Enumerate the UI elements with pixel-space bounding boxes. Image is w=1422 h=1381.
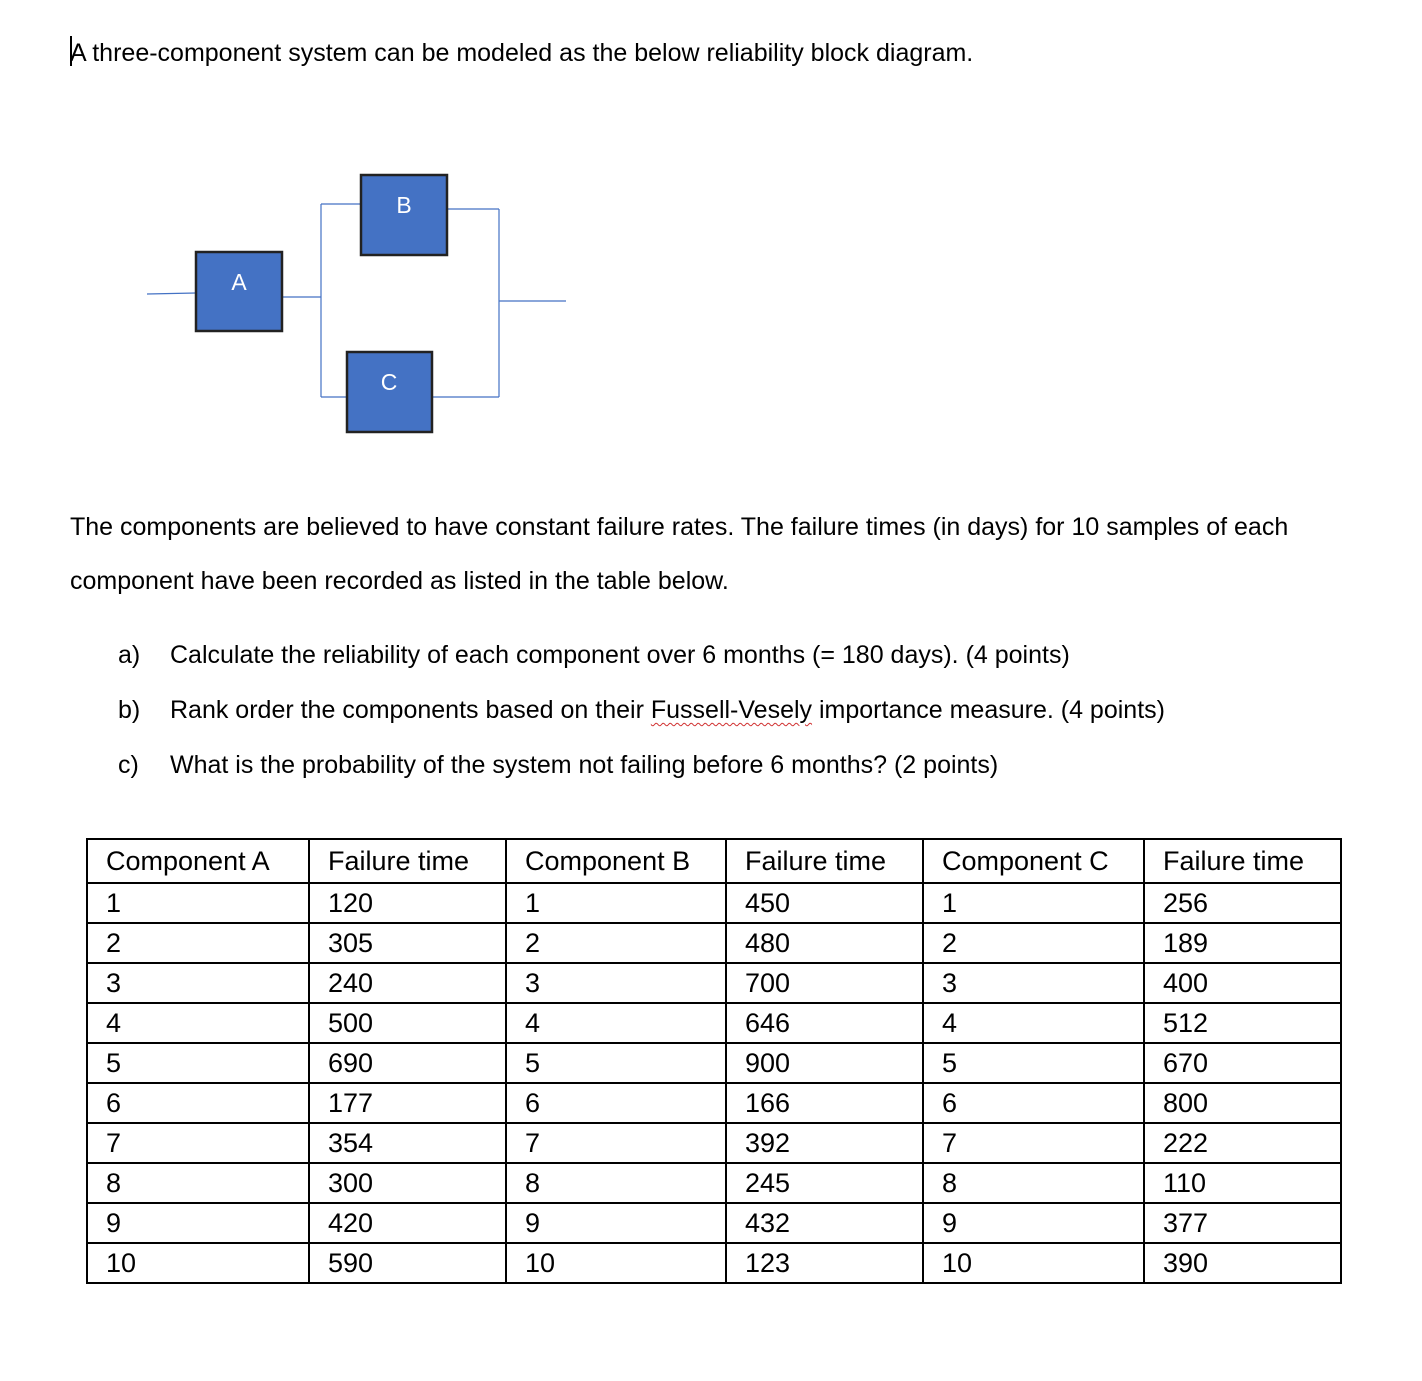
table-row (87, 963, 1341, 1003)
table-cell: 8 (923, 1163, 1144, 1203)
table-cell: 6 (923, 1083, 1144, 1123)
table-cell: 300 (309, 1163, 506, 1203)
table-cell: 2 (87, 923, 309, 963)
table-cell: 9 (87, 1203, 309, 1243)
table-row (87, 1163, 1341, 1203)
reliability-block-diagram (0, 160, 600, 450)
table-cell: 1 (506, 883, 726, 923)
header-component-c: Component C (923, 839, 1144, 883)
table-cell: 500 (309, 1003, 506, 1043)
table-cell: 700 (726, 963, 923, 1003)
table-cell: 480 (726, 923, 923, 963)
table-cell: 900 (726, 1043, 923, 1083)
table-cell: 432 (726, 1203, 923, 1243)
intro-text (70, 36, 973, 70)
table-cell: 6 (87, 1083, 309, 1123)
table-cell: 245 (726, 1163, 923, 1203)
block-c-label: C (380, 369, 398, 395)
table-header-row (87, 839, 1341, 883)
table-cell: 166 (726, 1083, 923, 1123)
table-cell: 377 (1144, 1203, 1341, 1243)
block-b-label: B (396, 192, 412, 218)
table-cell: 670 (1144, 1043, 1341, 1083)
table-cell: 10 (506, 1243, 726, 1283)
table-cell: 240 (309, 963, 506, 1003)
description-paragraph: The components are believed to have constant failure rates. The failure times (in days) for 10 samples of each component have been recorded as listed in the table below. (70, 513, 1289, 595)
question-text-after: importance measure. (4 points) (812, 696, 1165, 724)
table-cell: 189 (1144, 923, 1341, 963)
table-row (87, 1043, 1341, 1083)
table-cell: 9 (923, 1203, 1144, 1243)
question-label: b) (118, 696, 141, 724)
table-cell: 800 (1144, 1083, 1341, 1123)
table-body (87, 883, 1341, 1283)
table-cell: 5 (506, 1043, 726, 1083)
table-cell: 123 (726, 1243, 923, 1283)
table-row (87, 1003, 1341, 1043)
header-failure-time-c: Failure time (1144, 839, 1341, 883)
table-cell: 222 (1144, 1123, 1341, 1163)
question-label: c) (118, 751, 139, 779)
table-cell: 420 (309, 1203, 506, 1243)
table-cell: 690 (309, 1043, 506, 1083)
table-cell: 646 (726, 1003, 923, 1043)
table-cell: 2 (923, 923, 1144, 963)
table-cell: 4 (506, 1003, 726, 1043)
header-component-b: Component B (506, 839, 726, 883)
question-item (118, 738, 1165, 793)
question-text-before: Rank order the components based on their (170, 696, 651, 724)
table-cell: 5 (87, 1043, 309, 1083)
table-cell: 110 (1144, 1163, 1341, 1203)
table-cell: 6 (506, 1083, 726, 1123)
block-a-label: A (231, 269, 247, 295)
header-failure-time-b: Failure time (726, 839, 923, 883)
table-cell: 1 (87, 883, 309, 923)
table-cell: 3 (87, 963, 309, 1003)
question-list (118, 628, 1165, 793)
table-cell: 177 (309, 1083, 506, 1123)
table-cell: 400 (1144, 963, 1341, 1003)
question-item (118, 683, 1165, 738)
table-cell: 3 (506, 963, 726, 1003)
table-cell: 10 (87, 1243, 309, 1283)
table-cell: 9 (506, 1203, 726, 1243)
table-cell: 4 (923, 1003, 1144, 1043)
table-cell: 3 (923, 963, 1144, 1003)
question-item (118, 628, 1165, 683)
table-cell: 7 (506, 1123, 726, 1163)
table-cell: 10 (923, 1243, 1144, 1283)
table-cell: 354 (309, 1123, 506, 1163)
failure-time-table (86, 838, 1342, 1284)
table-cell: 450 (726, 883, 923, 923)
spellcheck-flagged-word: Fussell-Vesely (650, 696, 813, 724)
table-cell: 120 (309, 883, 506, 923)
table-cell: 590 (309, 1243, 506, 1283)
table-cell: 4 (87, 1003, 309, 1043)
table-row (87, 1243, 1341, 1283)
question-label: a) (118, 641, 141, 669)
table-cell: 390 (1144, 1243, 1341, 1283)
table-cell: 256 (1144, 883, 1341, 923)
table-cell: 5 (923, 1043, 1144, 1083)
table-cell: 512 (1144, 1003, 1341, 1043)
question-text: What is the probability of the system not failing before 6 months? (2 points) (170, 751, 999, 779)
header-failure-time-a: Failure time (309, 839, 506, 883)
table-cell: 8 (87, 1163, 309, 1203)
table-row (87, 1203, 1341, 1243)
table-cell: 7 (87, 1123, 309, 1163)
input-line (147, 293, 196, 294)
header-component-a: Component A (87, 839, 309, 883)
table-cell: 7 (923, 1123, 1144, 1163)
intro-sentence: A three-component system can be modeled as the below reliability block diagram. (70, 39, 974, 67)
table-cell: 2 (506, 923, 726, 963)
table-row (87, 1083, 1341, 1123)
table-cell: 305 (309, 923, 506, 963)
table-row (87, 1123, 1341, 1163)
table-cell: 392 (726, 1123, 923, 1163)
table-row (87, 923, 1341, 963)
table-cell: 8 (506, 1163, 726, 1203)
question-text: Calculate the reliability of each component over 6 months (= 180 days). (4 points) (170, 641, 1070, 669)
table-row (87, 883, 1341, 923)
table-cell: 1 (923, 883, 1144, 923)
